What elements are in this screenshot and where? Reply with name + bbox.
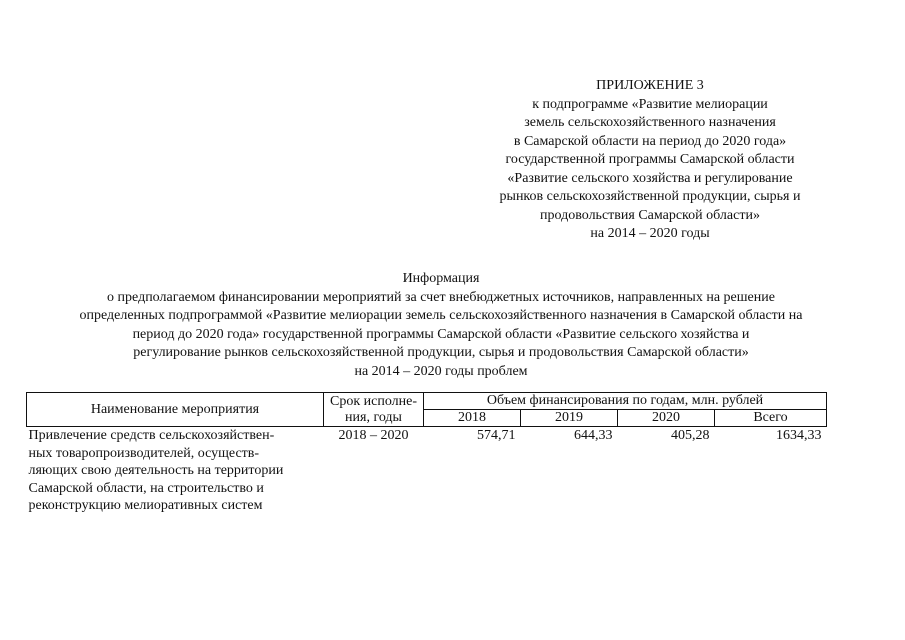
appendix-line: продовольствия Самарской области» bbox=[540, 207, 760, 223]
title-line: период до 2020 года» государственной программы Самарской области «Развитие сельского хозяйства и bbox=[132, 326, 750, 342]
term-cell: 2018 – 2020 bbox=[338, 428, 409, 443]
header-year: 2018 bbox=[424, 410, 521, 427]
title-line: регулирование рынков сельскохозяйственной продукции, сырья и продовольствия Самарской области» bbox=[133, 345, 749, 360]
title-line: Информация bbox=[402, 271, 480, 286]
event-name-line: ляющих свою деятельность на территории bbox=[28, 463, 284, 478]
header-year: 2019 bbox=[521, 410, 618, 427]
appendix-line: к подпрограмме «Развитие мелиорации bbox=[532, 96, 768, 112]
value-2018-cell: 574,71 bbox=[477, 428, 516, 443]
event-name-cell bbox=[27, 427, 324, 515]
event-name-line: Привлечение средств сельскохозяйствен- bbox=[28, 428, 275, 443]
document-title bbox=[25, 270, 857, 381]
header-funding: Объем финансирования по годам, млн. рублей bbox=[424, 393, 827, 410]
appendix-line: «Развитие сельского хозяйства и регулирование bbox=[507, 170, 793, 186]
header-total: Всего bbox=[715, 410, 827, 427]
event-name-line: ных товаропроизводителей, осуществ- bbox=[28, 445, 260, 461]
title-line: о предполагаемом финансировании мероприятий за счет внебюджетных источников, направленных на решение bbox=[107, 289, 775, 305]
appendix-line: земель сельскохозяйственного назначения bbox=[524, 115, 776, 130]
appendix-line: рынков сельскохозяйственной продукции, сырья и bbox=[499, 189, 801, 204]
value-2019-cell: 644,33 bbox=[574, 428, 613, 443]
appendix-line: в Самарской области на период до 2020 года» bbox=[513, 133, 787, 149]
value-total-cell: 1634,33 bbox=[776, 428, 822, 443]
header-term-line: ния, годы bbox=[345, 409, 402, 425]
event-name-line: реконструкцию мелиоративных систем bbox=[28, 498, 263, 513]
title-line: определенных подпрограммой «Развитие мелиорации земель сельскохозяйственного назначения в Самарской области на bbox=[79, 308, 803, 323]
header-term bbox=[324, 393, 424, 427]
event-name-line: Самарской области, на строительство и bbox=[28, 480, 264, 496]
appendix-header bbox=[440, 77, 860, 244]
appendix-line: ПРИЛОЖЕНИЕ 3 bbox=[596, 78, 704, 93]
value-2020-cell: 405,28 bbox=[671, 428, 710, 443]
appendix-line: государственной программы Самарской области bbox=[505, 152, 795, 167]
header-event-name: Наименование мероприятия bbox=[27, 393, 324, 427]
header-year: 2020 bbox=[618, 410, 715, 427]
title-line: на 2014 – 2020 годы проблем bbox=[354, 363, 528, 379]
header-term-line: Срок исполне- bbox=[329, 393, 417, 409]
funding-table bbox=[26, 392, 827, 515]
table-row bbox=[27, 427, 827, 515]
appendix-line: на 2014 – 2020 годы bbox=[590, 226, 710, 241]
